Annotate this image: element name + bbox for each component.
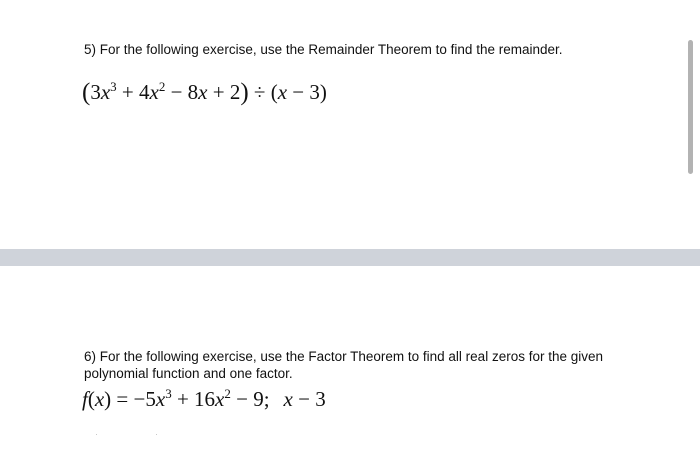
divisor-var: x — [277, 80, 288, 104]
open-paren: ( — [87, 387, 95, 411]
open-paren: ( — [82, 79, 91, 106]
factor-var: x — [283, 387, 293, 411]
argument-var: x — [94, 387, 105, 411]
speck — [156, 434, 157, 435]
operator: − — [287, 80, 310, 104]
problem-6-expression — [82, 387, 326, 412]
term-coef: 4 — [139, 80, 150, 104]
term-const: 2 — [229, 80, 241, 104]
term-var: x — [149, 80, 159, 104]
open-paren: ( — [270, 80, 278, 104]
term-var: x — [155, 387, 166, 411]
term-exponent: 2 — [158, 79, 166, 94]
divide-operator: ÷ — [248, 80, 271, 104]
term-exponent: 2 — [224, 386, 231, 401]
operator: + — [207, 80, 230, 104]
operator: − — [165, 80, 188, 104]
close-paren: ) — [104, 387, 112, 411]
close-paren: ) — [240, 79, 249, 106]
function-name: f — [82, 387, 88, 411]
equals-term: = −5 — [111, 387, 156, 411]
section-divider — [0, 249, 700, 266]
factor-rest: − 3 — [292, 387, 326, 411]
term-var: x — [100, 80, 111, 104]
operator-term: + 16 — [171, 387, 216, 411]
term-coef: 3 — [90, 80, 101, 104]
speck — [96, 434, 97, 435]
scrollbar-thumb[interactable] — [688, 40, 693, 174]
operator: + — [116, 80, 139, 104]
divisor-const: 3 — [309, 80, 320, 104]
problem-6-prompt-line-1: 6) For the following exercise, use the Factor Theorem to find all real zeros for the given — [84, 349, 603, 364]
problem-5-prompt: 5) For the following exercise, use the Remainder Theorem to find the remainder. — [84, 42, 563, 57]
close-paren: ) — [319, 80, 327, 104]
term-exponent: 3 — [165, 386, 172, 401]
problem-6-prompt-line-2: polynomial function and one factor. — [84, 366, 293, 381]
term-var: x — [215, 387, 225, 411]
problem-5-expression — [82, 79, 327, 107]
term-coef: 8 — [187, 80, 199, 104]
term-var: x — [198, 80, 208, 104]
term-exponent: 3 — [110, 79, 117, 94]
constant-term: − 9; — [230, 387, 270, 411]
